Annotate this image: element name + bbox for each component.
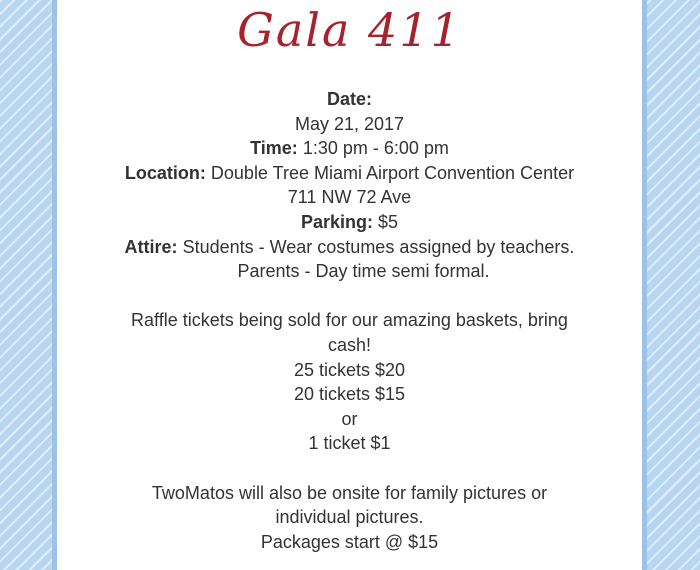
attire-students: Students - Wear costumes assigned by teachers. <box>182 236 575 257</box>
photos-line-2: individual pictures. <box>275 507 424 528</box>
attire-row <box>57 235 642 260</box>
parking-row <box>57 210 642 235</box>
raffle-line-2: cash! <box>327 334 372 355</box>
flyer-card <box>57 0 642 570</box>
location-address: 711 NW 72 Ave <box>287 187 412 208</box>
location-value: Double Tree Miami Airport Convention Center <box>210 162 575 183</box>
time-row <box>57 136 642 161</box>
event-details <box>57 87 642 554</box>
date-value: May 21, 2017 <box>294 113 405 134</box>
raffle-option-3: 1 ticket $1 <box>308 433 391 454</box>
raffle-or: or <box>341 408 358 429</box>
flyer-title: Gala 411 <box>237 3 462 57</box>
parking-label: Parking: <box>300 211 373 232</box>
location-label: Location: <box>124 162 206 183</box>
spacer <box>57 456 642 481</box>
photos-line-1: TwoMatos will also be onsite for family pictures or <box>151 482 548 503</box>
right-border <box>642 0 647 570</box>
time-label: Time: <box>250 138 298 159</box>
photos-line-3: Packages start @ $15 <box>260 531 439 552</box>
raffle-option-1: 25 tickets $20 <box>293 359 406 380</box>
attire-parents: Parents - Day time semi formal. <box>237 261 490 282</box>
date-label: Date: <box>326 89 372 109</box>
parking-value: $5 <box>378 211 399 232</box>
location-row <box>57 161 642 186</box>
raffle-line-1: Raffle tickets being sold for our amazing baskets, bring <box>131 310 568 331</box>
time-value: 1:30 pm - 6:00 pm <box>302 138 449 159</box>
attire-label: Attire: <box>124 236 178 257</box>
spacer <box>57 284 642 309</box>
raffle-option-2: 20 tickets $15 <box>293 384 406 405</box>
